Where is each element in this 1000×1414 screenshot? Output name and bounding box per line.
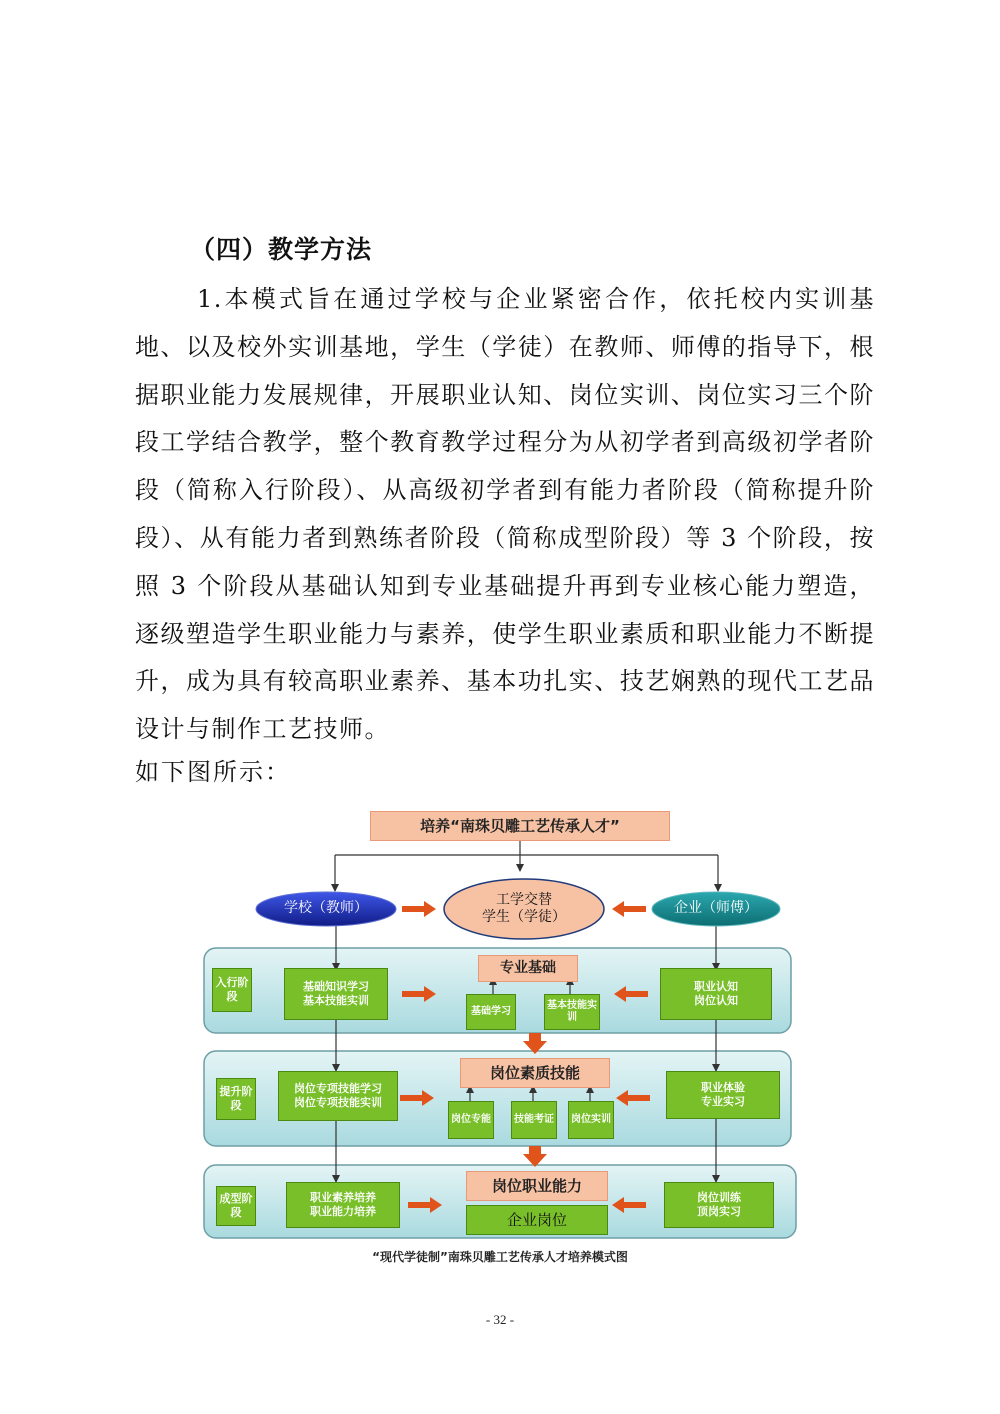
stage-3-right-line-1: 岗位训练 xyxy=(697,1191,741,1205)
stage-3-name: 成型阶段 xyxy=(216,1186,256,1226)
stage-2-right-line-1: 职业体验 xyxy=(701,1081,745,1095)
arrow-school-to-center xyxy=(402,901,436,917)
center-label xyxy=(464,885,584,933)
arrow-enterprise-to-center xyxy=(612,901,646,917)
stage-2-right-line-2: 专业实习 xyxy=(701,1095,745,1108)
top-title-box: 培养“南珠贝雕工艺传承人才” xyxy=(370,811,670,841)
stage-2-center-title: 岗位素质技能 xyxy=(460,1058,610,1088)
enterprise-label: 企业（师傅） xyxy=(674,900,758,917)
stage-2-left-box xyxy=(278,1071,398,1121)
stage-3-left-box xyxy=(286,1182,400,1228)
arrow-stage2-to-stage3 xyxy=(523,1146,547,1167)
figure-intro-text: 如下图所示： xyxy=(135,758,291,786)
school-label: 学校（教师） xyxy=(284,900,368,917)
stage-1-left-line-2: 基本技能实训 xyxy=(303,994,369,1007)
stage-2-left-line-2: 岗位专项技能实训 xyxy=(294,1096,382,1109)
stage-2-center-item-3: 岗位实训 xyxy=(568,1101,614,1139)
stage-2-left-line-1: 岗位专项技能学习 xyxy=(294,1082,382,1096)
stage-1-left-line-1: 基础知识学习 xyxy=(303,980,369,994)
center-line-1: 工学交替 xyxy=(496,891,552,908)
stage-1-center-item-2: 基本技能实训 xyxy=(544,994,600,1030)
stage-3-center-item-1: 企业岗位 xyxy=(466,1205,608,1235)
stage-1-center-title: 专业基础 xyxy=(478,955,578,982)
center-line-2: 学生（学徒） xyxy=(482,909,566,925)
stage-1-right-line-2: 岗位认知 xyxy=(694,994,738,1007)
stage-2-name: 提升阶段 xyxy=(216,1078,256,1120)
page-number: - 32 - xyxy=(485,1312,515,1327)
stage-2-center-item-2: 技能考证 xyxy=(511,1101,557,1139)
stage-1-left-box xyxy=(284,968,388,1020)
stage-1-center-item-1: 基础学习 xyxy=(466,994,516,1030)
stage-1-right-box xyxy=(660,968,772,1020)
stage-1-name: 入行阶段 xyxy=(212,968,252,1012)
training-model-diagram xyxy=(200,805,800,1270)
stage-1-right-line-1: 职业认知 xyxy=(694,980,738,994)
figure-caption: “现代学徒制”南珠贝雕工艺传承人才培养模式图 xyxy=(372,1250,628,1264)
section-heading: （四）教学方法 xyxy=(190,235,373,264)
stage-3-center-title: 岗位职业能力 xyxy=(466,1171,608,1201)
body-paragraph: 1.本模式旨在通过学校与企业紧密合作，依托校内实训基地、以及校外实训基地，学生（学徒）在教师、师傅的指导下，根据职业能力发展规律，开展职业认知、岗位实训、岗位实习三个阶段工学结合教学，整个教育教学过程分为从初学者到高级初学者阶段（简称入行阶段）、从高级初学者到有能力者阶段（简称提升阶段）、从有能力者到熟练者阶段（简称成型阶段）等 3 个阶段，按照 3 个阶段从基础认知到专业基础提升再到专业核心能力塑造，逐级塑造学生职业能力与素养，使学生职业素质和职业能力不断提升，成为具有较高职业素养、基本功扎实、技艺娴熟的现代工艺品设计与制作工艺技师。 xyxy=(135,285,875,744)
stage-3-right-line-2: 顶岗实习 xyxy=(697,1205,741,1218)
stage-2-center-item-1: 岗位专能 xyxy=(448,1101,494,1139)
stage-3-right-box xyxy=(664,1182,774,1228)
stage-3-left-line-1: 职业素养培养 xyxy=(310,1191,376,1205)
stage-3-left-line-2: 职业能力培养 xyxy=(310,1205,376,1218)
stage-2-right-box xyxy=(666,1071,780,1119)
